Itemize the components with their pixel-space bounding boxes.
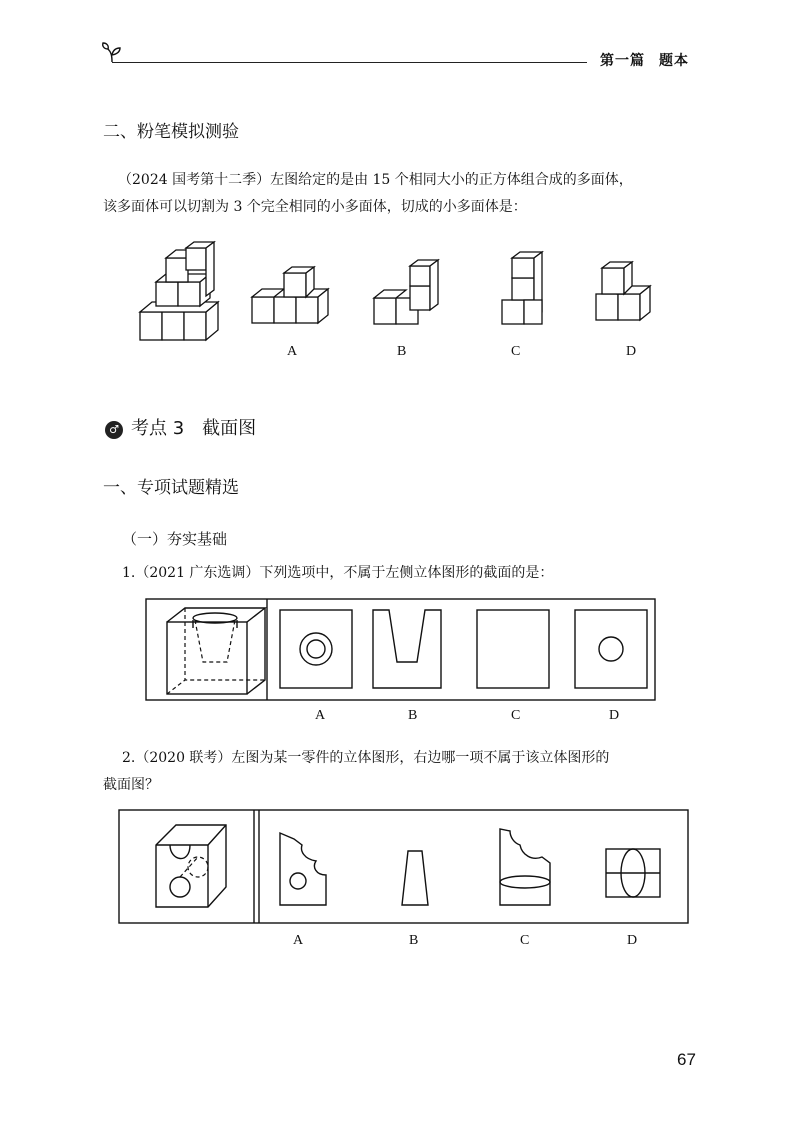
question1-figure xyxy=(145,598,657,702)
header-part: 第一篇 xyxy=(600,53,645,69)
question2-line1: 2.（2020 联考）左图为某一零件的立体图形，右边哪一项不属于该立体图形的 xyxy=(122,750,610,766)
running-header xyxy=(600,50,689,70)
topic-title: 考点 3 截面图 xyxy=(131,418,257,439)
option-shape-d xyxy=(594,258,664,330)
q2-option-label-c: C xyxy=(520,933,530,948)
topic-heading xyxy=(105,414,256,440)
option-shape-c xyxy=(500,250,555,330)
header-rule xyxy=(112,62,587,63)
polyhedron-figure xyxy=(138,240,228,345)
q2-option-label-d: D xyxy=(627,933,638,948)
question2-figure xyxy=(118,809,690,927)
q2-option-label-b: B xyxy=(409,933,419,948)
page-number: 67 xyxy=(677,1050,696,1069)
mock-question-line1: （2024 国考第十二季）左图给定的是由 15 个相同大小的正方体组合成的多面体， xyxy=(118,172,633,188)
q1-option-label-b: B xyxy=(408,708,418,723)
q2-option-label-a: A xyxy=(293,933,304,948)
mock-question-line2: 该多面体可以切割为 3 个完全相同的小多面体，切成的小多面体是： xyxy=(103,199,527,215)
mock-option-label-b: B xyxy=(397,344,407,359)
section-heading-special: 一、专项试题精选 xyxy=(103,478,239,498)
topic-badge-icon: ♂ xyxy=(105,421,123,439)
question2-line2: 截面图？ xyxy=(103,777,159,793)
q1-option-label-a: A xyxy=(315,708,326,723)
subsection-heading: （一）夯实基础 xyxy=(122,530,228,548)
option-shape-b xyxy=(372,258,442,330)
q1-option-label-d: D xyxy=(609,708,620,723)
mock-option-label-a: A xyxy=(287,344,298,359)
q1-option-label-c: C xyxy=(511,708,521,723)
mock-option-label-d: D xyxy=(626,344,637,359)
mock-option-label-c: C xyxy=(511,344,521,359)
sprout-icon xyxy=(100,40,124,64)
question1-text: 1.（2021 广东选调）下列选项中，不属于左侧立体图形的截面的是： xyxy=(122,565,554,581)
option-shape-a xyxy=(250,265,340,330)
header-title: 题本 xyxy=(659,53,689,69)
section-heading-mock: 二、粉笔模拟测验 xyxy=(103,122,239,142)
